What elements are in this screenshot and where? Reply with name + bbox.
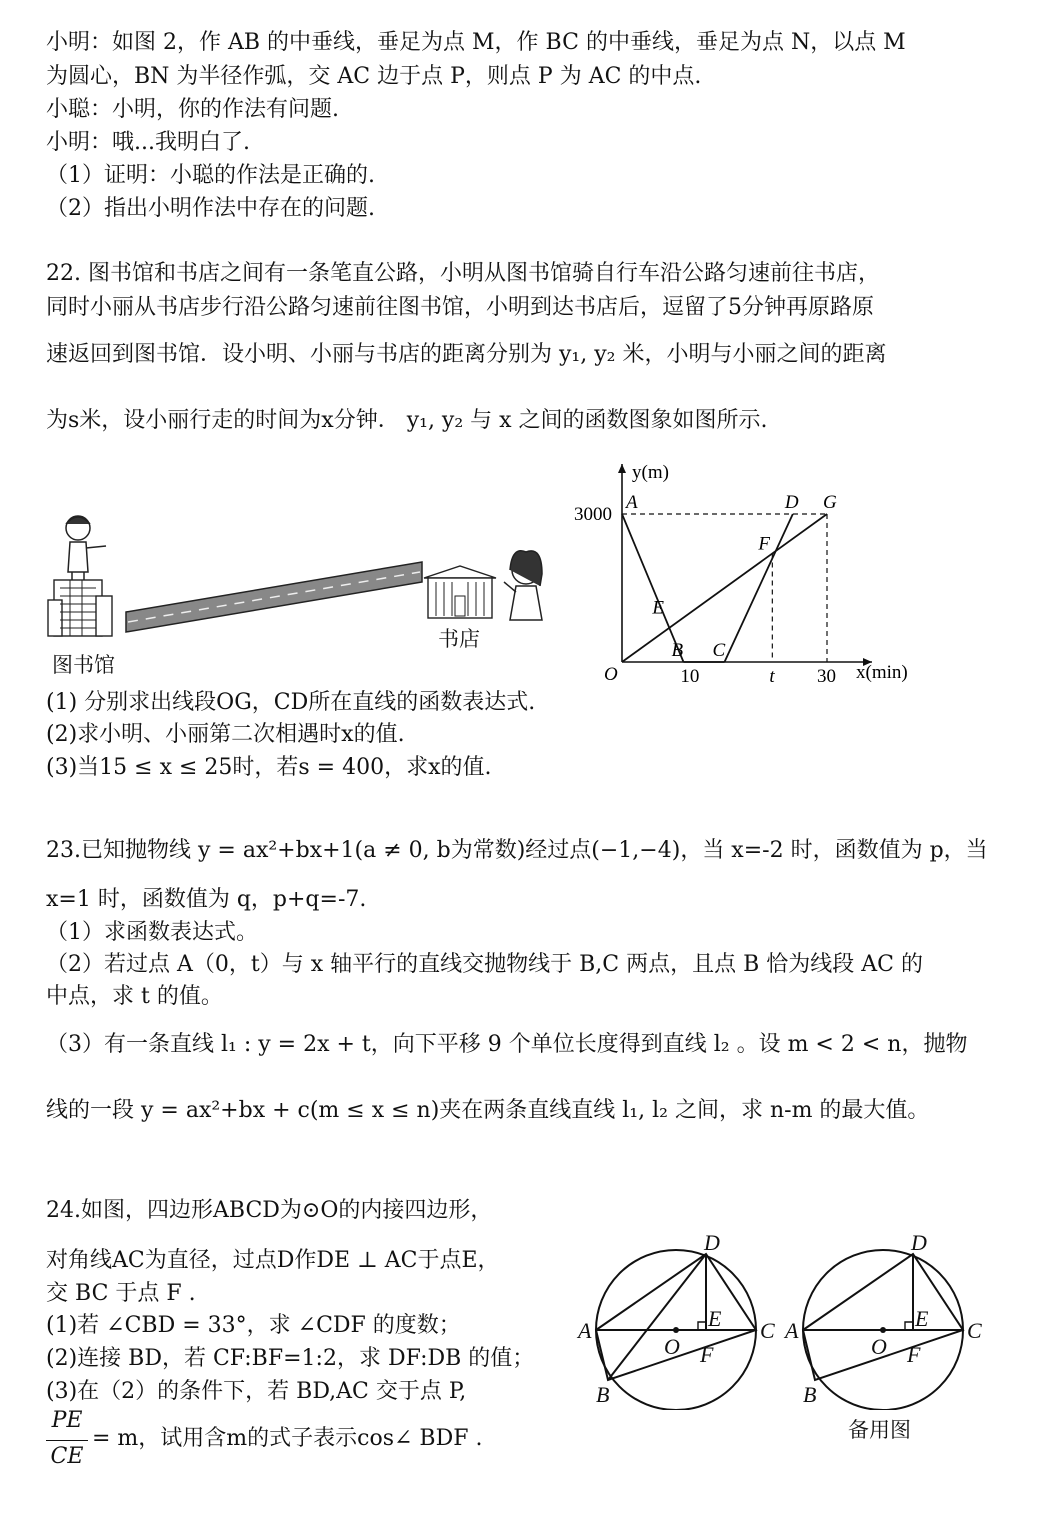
q23-sub3: （3）有一条直线 l₁ : y = 2x + t，向下平移 9 个单位长度得到直线 l₂ 。设 m < 2 < n，抛物 (46, 1032, 968, 1057)
center-point (673, 1327, 679, 1333)
fraction-bar (46, 1440, 88, 1441)
label-e: E (708, 1306, 722, 1331)
point-label-a: A (626, 492, 638, 513)
q22-line2: 同时小丽从书店步行沿公路匀速前往图书馆，小明到达书店后，逗留了5分钟再原路原 (46, 295, 874, 320)
q22-line1: 22. 图书馆和书店之间有一条笔直公路，小明从图书馆骑自行车沿公路匀速前往书店， (46, 261, 880, 286)
q24-sub1: (1)若 ∠CBD = 33°，求 ∠CDF 的度数； (46, 1313, 461, 1338)
y-axis-arrow (618, 464, 626, 473)
q24-sub2: (2)连接 BD，若 CF:BF=1:2，求 DF:DB 的值； (46, 1346, 535, 1371)
point-label-f: F (758, 533, 770, 555)
q21-sub1: （1）证明：小聪的作法是正确的. (46, 163, 375, 188)
distance-time-chart (560, 450, 930, 690)
label-d: D (704, 1230, 720, 1255)
library-building (48, 580, 112, 636)
q24-line2: 对角线AC为直径，过点D作DE ⊥ AC于点E， (46, 1248, 500, 1273)
q21-line2: 为圆心，BN 为半径作弧，交 AC 边于点 P，则点 P 为 AC 的中点. (46, 64, 702, 89)
road (126, 562, 422, 632)
q22-sub3: (3)当15 ≤ x ≤ 25时，若s = 400，求x的值. (46, 755, 492, 780)
q21-line4: 小明：哦...我明白了. (46, 130, 250, 155)
q21-line3: 小聪：小明，你的作法有问题. (46, 97, 339, 122)
spare-label-c: C (967, 1318, 982, 1343)
right-angle-mark (698, 1322, 706, 1330)
q23-line1: 23.已知抛物线 y = ax²+bx+1(a ≠ 0, b为常数)经过点(−1,−4)，当 x=-2 时，函数值为 p，当 (46, 838, 988, 863)
q24-line3: 交 BC 于点 F . (46, 1281, 196, 1306)
q21-sub2: （2）指出小明作法中存在的问题. (46, 196, 375, 221)
segment-db (608, 1254, 706, 1380)
spare-label-a: A (785, 1318, 799, 1343)
fraction-denominator: CE (50, 1444, 84, 1469)
point-label-c: C (712, 640, 726, 661)
q22-sub1: (1) 分别求出线段OG，CD所在直线的函数表达式. (46, 690, 536, 715)
label-c: C (760, 1318, 775, 1343)
y-axis-label: y(m) (632, 462, 669, 483)
label-o: O (664, 1334, 680, 1359)
q21-line1: 小明：如图 2，作 AB 的中垂线，垂足为点 M，作 BC 的中垂线，垂足为点 N，以点 M (46, 30, 906, 55)
x-tick-30: 30 (817, 666, 836, 687)
q22-sub2: (2)求小明、小丽第二次相遇时x的值. (46, 722, 405, 747)
bookstore-label: 书店 (438, 627, 480, 651)
x-axis-label: x(min) (856, 662, 908, 683)
label-a: A (578, 1318, 592, 1343)
y-tick-3000: 3000 (574, 504, 612, 525)
girl-figure (504, 551, 542, 620)
x-tick-10: 10 (680, 666, 700, 687)
q24-sub3: (3)在（2）的条件下，若 BD,AC 交于点 P, (46, 1379, 467, 1404)
spare-label-o: O (871, 1334, 887, 1359)
circle-figure-main (568, 1230, 788, 1410)
point-label-d: D (784, 492, 799, 513)
point-label-g: G (823, 492, 837, 513)
library-label: 图书馆 (52, 653, 115, 677)
point-label-o: O (604, 664, 618, 685)
point-label-e: E (652, 597, 665, 619)
q23-sub1: （1）求函数表达式。 (46, 920, 258, 945)
spare-label-f: F (907, 1342, 921, 1367)
q22-line4: 为s米，设小丽行走的时间为x分钟． y₁, y₂ 与 x 之间的函数图象如图所示. (46, 408, 768, 433)
label-f: F (700, 1342, 714, 1367)
q24-line1: 24.如图，四边形ABCD为⊙O的内接四边形， (46, 1198, 493, 1223)
fraction-numerator: PE (51, 1408, 83, 1433)
q23-sub3-cont: 线的一段 y = ax²+bx + c(m ≤ x ≤ n)夹在两条直线直线 l₁, l₂ 之间，求 n-m 的最大值。 (46, 1098, 930, 1123)
road-illustration (40, 500, 560, 680)
x-tick-t: t (769, 666, 775, 687)
q23-line2: x=1 时，函数值为 q，p+q=-7. (46, 887, 367, 912)
point-label-b: B (671, 640, 684, 661)
q23-sub2: （2）若过点 A（0，t）与 x 轴平行的直线交抛物线于 B,C 两点，且点 B 恰为线段 AC 的 (46, 952, 923, 977)
q24-sub3-cont: = m，试用含m的式子表示cos∠ BDF . (92, 1426, 483, 1451)
circle-figure-spare (775, 1230, 995, 1410)
spare-label-d: D (911, 1230, 927, 1255)
spare-label-e: E (915, 1306, 929, 1331)
boy-figure (66, 516, 106, 586)
spare-label-b: B (803, 1382, 817, 1407)
label-b: B (596, 1382, 610, 1407)
spare-figure-caption: 备用图 (848, 1418, 911, 1442)
q22-line3: 速返回到图书馆．设小明、小丽与书店的距离分别为 y₁, y₂ 米，小明与小丽之间的距离 (46, 342, 887, 367)
bookstore-building (424, 566, 496, 618)
q23-sub2-cont: 中点，求 t 的值。 (46, 984, 223, 1009)
